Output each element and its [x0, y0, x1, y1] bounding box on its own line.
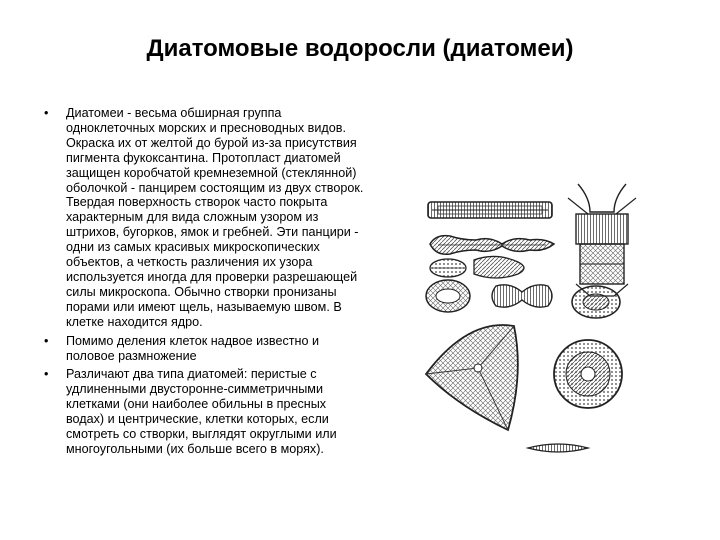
round-diatom-illustration	[554, 340, 622, 408]
bullet-list	[44, 106, 364, 461]
bullet-marker: •	[44, 333, 49, 348]
bullet-item	[44, 106, 364, 330]
triangular-diatom-illustration	[426, 325, 518, 430]
bullet-text: Различают два типа диатомей: перистые с удлиненными двусторонне-симметричными клетками (они наиболее обильны в пресных водах) и центрические, клетки которых, если смотреть со створки, выглядят округлыми или многоугольными (их больше всего в морях).	[66, 367, 337, 456]
bullet-text: Помимо деления клеток надвое известно и половое размножение	[66, 333, 320, 363]
slide-title: Диатомовые водоросли (диатомеи)	[146, 35, 574, 62]
bullet-marker: •	[44, 106, 49, 120]
spindle-diatom-illustration	[528, 444, 588, 452]
oval-diatoms-illustration	[426, 280, 620, 318]
boat-diatom-illustration	[430, 256, 524, 278]
waisted-diatom-illustration	[430, 236, 554, 255]
rod-diatom-illustration	[428, 202, 552, 218]
bullet-item	[44, 334, 364, 364]
bullet-text: Диатомеи - весьма обширная группа одноклеточных морских и пресноводных видов. Окраска их от желтой до бурой из-за присутствия пигмента фукоксантина. Протопласт диатомей защищен коробчатой кремнеземной (стеклянной) оболочкой - панцирем состоящим из двух створок. Твердая поверхность створок часто покрыта характерным для вида сложным узором из штрихов, бугорков, ямок и гребней. Эти панцири - одни из самых красивых микроскопических объектов, а четкость различения их узора используется иногда для проверки разрешающей силы микроскопа. Обычно створки пронизаны порами или имеют щель, называемую швом. В клетке находится ядро.	[66, 106, 364, 329]
barrel-diatom-illustration	[568, 184, 636, 296]
bullet-marker: •	[44, 367, 49, 382]
bullet-item	[44, 367, 364, 456]
diatoms-illustration	[418, 178, 650, 466]
